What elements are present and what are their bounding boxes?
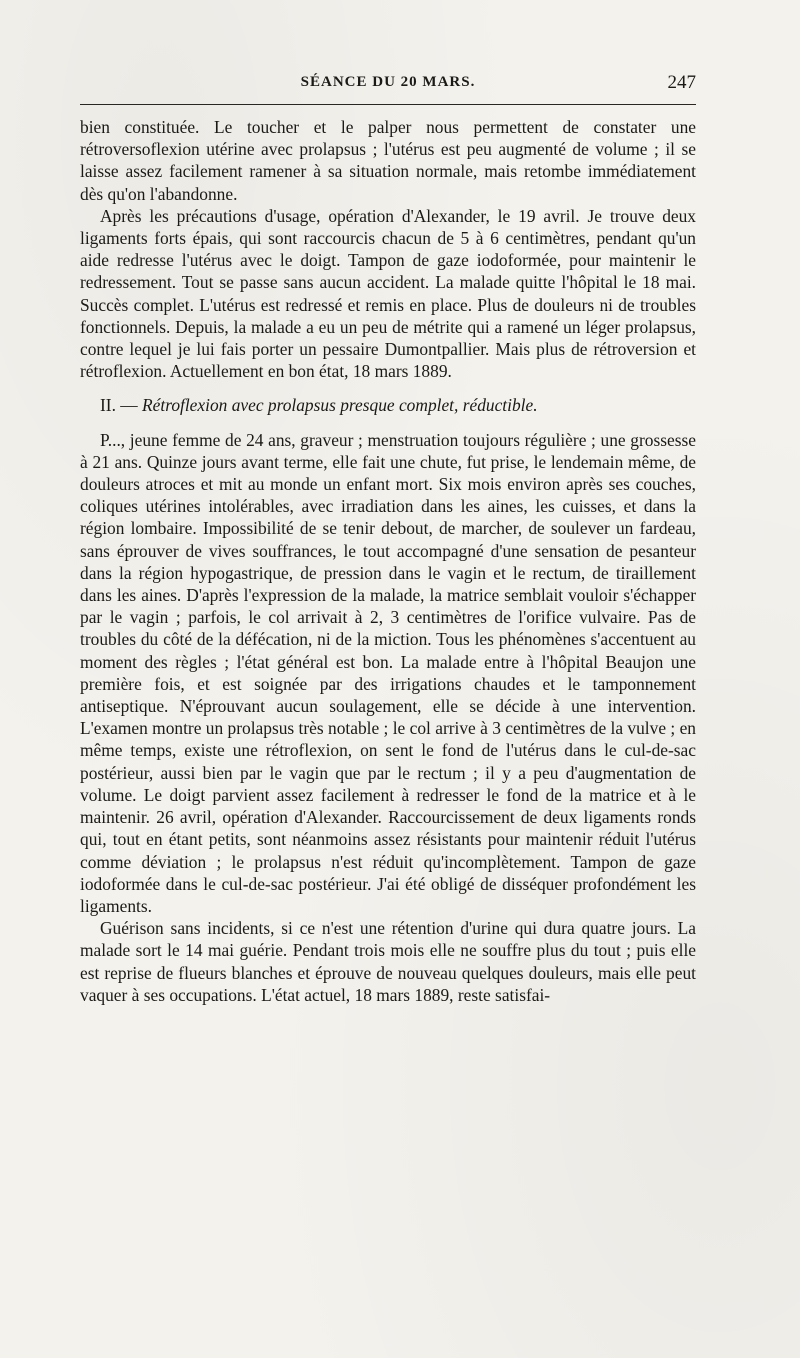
section-heading xyxy=(80,394,696,416)
section-number: II. — xyxy=(100,395,138,416)
paragraph-outcome: Guérison sans incidents, si ce n'est une rétention d'urine qui dura quatre jours. La malade sort le 14 mai guérie. Pendant trois mois elle ne souffre plus du tout ; puis elle est reprise de flueurs blanches et éprouve de nouveau quelques douleurs, mais elle peut vaquer à ses occupations. L'état actuel, 18 mars 1889, reste satisfai- xyxy=(80,918,696,1005)
section-title: Rétroflexion avec prolapsus presque complet, réductible. xyxy=(142,395,538,416)
body-text xyxy=(80,116,696,1006)
page-number: 247 xyxy=(667,72,696,93)
running-title: SÉANCE DU 20 MARS. xyxy=(300,74,476,90)
paragraph-continued: bien constituée. Le toucher et le palper nous permettent de constater une rétroversoflexion utérine avec prolapsus ; l'utérus est peu augmenté de volume ; il se laisse assez facilement ramener à sa situation normale, mais retombe immédiatement dès qu'on l'abandonne. xyxy=(80,117,696,204)
running-head xyxy=(80,72,696,98)
paragraph-case-history: P..., jeune femme de 24 ans, graveur ; menstruation toujours régulière ; une grossesse à 21 ans. Quinze jours avant terme, elle fait une chute, fut prise, le lendemain même, de douleurs atroces et mit au monde un enfant mort. Six mois environ après ses couches, coliques utérines intolérables, avec irradiation dans les aines, les cuisses, et dans la région lombaire. Impossibilité de se tenir debout, de marcher, de soulever un fardeau, sans éprouver de vives souffrances, le tout accompagné d'une sensation de pesanteur dans la région hypogastrique, de pression dans le vagin et le rectum, de tiraillement dans les aines. D'après l'expression de la malade, la matrice semblait vouloir s'échapper par le vagin ; parfois, le col arrivait à 2, 3 centimètres de l'orifice vulvaire. Pas de troubles du côté de la défécation, ni de la miction. Tous les phénomènes s'accentuent au moment des règles ; l'état général est bon. La malade entre à l'hôpital Beaujon une première fois, et est soignée par des irrigations chaudes et le tamponnement antiseptique. N'éprouvant aucun soulagement, elle se décide à une intervention. L'examen montre un prolapsus très notable ; le col arrive à 3 centimètres de la vulve ; en même temps, existe une rétroflexion, on sent le fond de l'utérus dans le cul-de-sac postérieur, aussi bien par le vagin que par le rectum ; il y a peu d'augmentation de volume. Le doigt parvient assez facilement à redresser le fond de la matrice et à le maintenir. 26 avril, opération d'Alexander. Raccourcissement de deux ligaments ronds qui, tout en étant petits, sont néanmoins assez résistants pour maintenir réduit l'utérus comme déviation ; le prolapsus n'est réduit qu'incomplètement. Tampon de gaze iodoformée dans le cul-de-sac postérieur. J'ai été obligé de disséquer profondément les ligaments. xyxy=(80,429,696,916)
paragraph-operation: Après les précautions d'usage, opération d'Alexander, le 19 avril. Je trouve deux ligaments forts épais, qui sont raccourcis chacun de 5 à 6 centimètres, pendant qu'un aide redresse l'utérus avec le doigt. Tampon de gaze iodoformée, pour maintenir le redressement. Tout se passe sans aucun accident. La malade quitte l'hôpital le 18 mai. Succès complet. L'utérus est redressé et remis en place. Plus de douleurs ni de troubles fonctionnels. Depuis, la malade a eu un peu de métrite qui a ramené un léger prolapsus, contre lequel je lui fais porter un pessaire Dumontpallier. Mais plus de rétroversion et rétroflexion. Actuellement en bon état, 18 mars 1889. xyxy=(80,205,696,382)
header-rule xyxy=(80,104,696,105)
